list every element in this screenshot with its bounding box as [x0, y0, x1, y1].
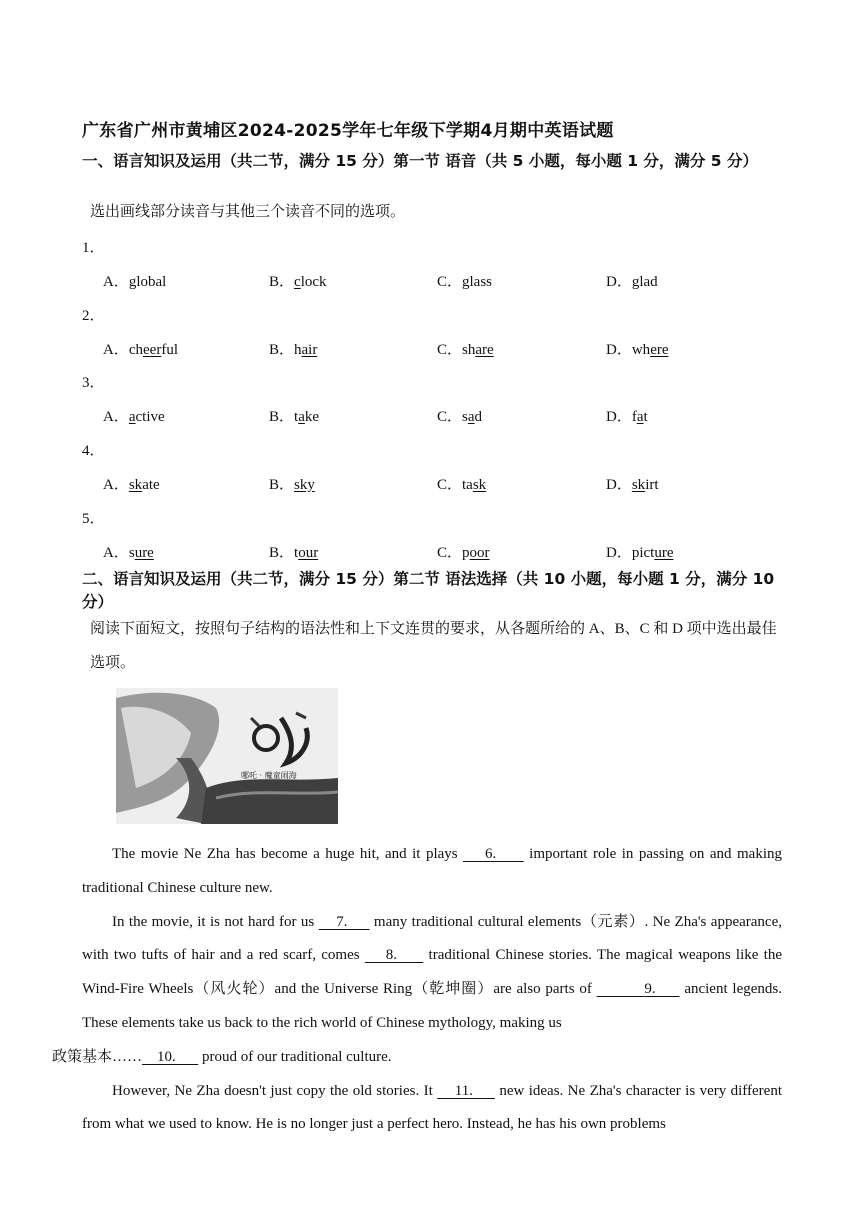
- question-2-options: [103, 338, 783, 360]
- question-1-options: [103, 270, 783, 292]
- question-number: 3．: [82, 375, 105, 391]
- question-4-options: [103, 473, 783, 495]
- blank-10[interactable]: 10.: [142, 1048, 199, 1065]
- option-c[interactable]: C．sad: [437, 409, 483, 425]
- movie-poster-image: [116, 688, 338, 824]
- poster-artwork: [116, 688, 338, 824]
- option-b[interactable]: B．take: [269, 409, 320, 425]
- section-2-instruction: 阅读下面短文，按照句子结构的语法性和上下文连贯的要求，从各题所给的 A、B、C 和 D 项中选出最佳选项。: [90, 621, 777, 671]
- question-number: 4．: [82, 443, 105, 459]
- blank-6[interactable]: 6.: [463, 846, 524, 862]
- blank-11[interactable]: 11.: [437, 1082, 495, 1099]
- option-c[interactable]: C．share: [437, 342, 494, 358]
- poster-caption: 哪吒 · 魔童闹海: [241, 771, 297, 780]
- section-1-heading: 一、语言知识及运用（共二节，满分 15 分）第一节 语音（共 5 小题，每小题 1 分，满分 5 分）: [82, 152, 758, 170]
- reading-passage: [52, 838, 782, 1142]
- option-c[interactable]: C．glass: [437, 274, 493, 290]
- option-d[interactable]: D．glad: [606, 274, 658, 290]
- option-a[interactable]: A．skate: [103, 477, 160, 493]
- option-b[interactable]: B．hair: [269, 342, 318, 358]
- option-d[interactable]: D．picture: [606, 545, 674, 561]
- section-2-heading: 二、语言知识及运用（共二节，满分 15 分）第二节 语法选择（共 10 小题，每小题 1 分，满分 10 分）: [82, 570, 775, 611]
- option-a[interactable]: A．global: [103, 274, 167, 290]
- paragraph-2: In the movie, it is not hard for us 7. many traditional cultural elements（元素）. Ne Zha's appearance, with two tufts of hair and a red scarf, comes 8. traditional Chinese stories. The magical weapons like the Wind-Fire Wheels（风火轮）and the Universe Ring（乾坤圈）are also parts of 9. ancient legends. These elements take us back to the rich world of Chinese mythology, making us 政策基本…… 10. proud of our traditional culture.: [52, 913, 782, 1065]
- blank-9[interactable]: 9.: [596, 981, 680, 998]
- question-number: 1．: [82, 240, 105, 256]
- section-1-instruction: 选出画线部分读音与其他三个读音不同的选项。: [90, 204, 406, 220]
- option-d[interactable]: D．skirt: [606, 477, 659, 493]
- option-b[interactable]: B．tour: [269, 545, 319, 561]
- question-5-options: [103, 541, 783, 563]
- option-a[interactable]: A．sure: [103, 545, 154, 561]
- option-c[interactable]: C．poor: [437, 545, 490, 561]
- blank-8[interactable]: 8.: [364, 947, 424, 964]
- question-3-options: [103, 405, 783, 427]
- option-d[interactable]: D．fat: [606, 409, 648, 425]
- question-number: 5．: [82, 511, 105, 527]
- exam-title: 广东省广州市黄埔区2024-2025学年七年级下学期4月期中英语试题: [82, 121, 614, 141]
- paragraph-3: However, Ne Zha doesn't just copy the old stories. It 11. new ideas. Ne Zha's character is very different from what we used to know. He is no longer just a perfect hero. Instead, he has his own problems: [82, 1082, 782, 1133]
- option-d[interactable]: D．where: [606, 342, 669, 358]
- paragraph-1: The movie Ne Zha has become a huge hit, and it plays 6. important role in passing on and making traditional Chinese culture new.: [82, 846, 782, 896]
- option-a[interactable]: A．cheerful: [103, 342, 178, 358]
- question-number: 2．: [82, 308, 105, 324]
- option-c[interactable]: C．task: [437, 477, 487, 493]
- option-b[interactable]: B．clock: [269, 274, 327, 290]
- blank-7[interactable]: 7.: [318, 913, 370, 930]
- option-a[interactable]: A．active: [103, 409, 165, 425]
- option-b[interactable]: B．sky: [269, 477, 315, 493]
